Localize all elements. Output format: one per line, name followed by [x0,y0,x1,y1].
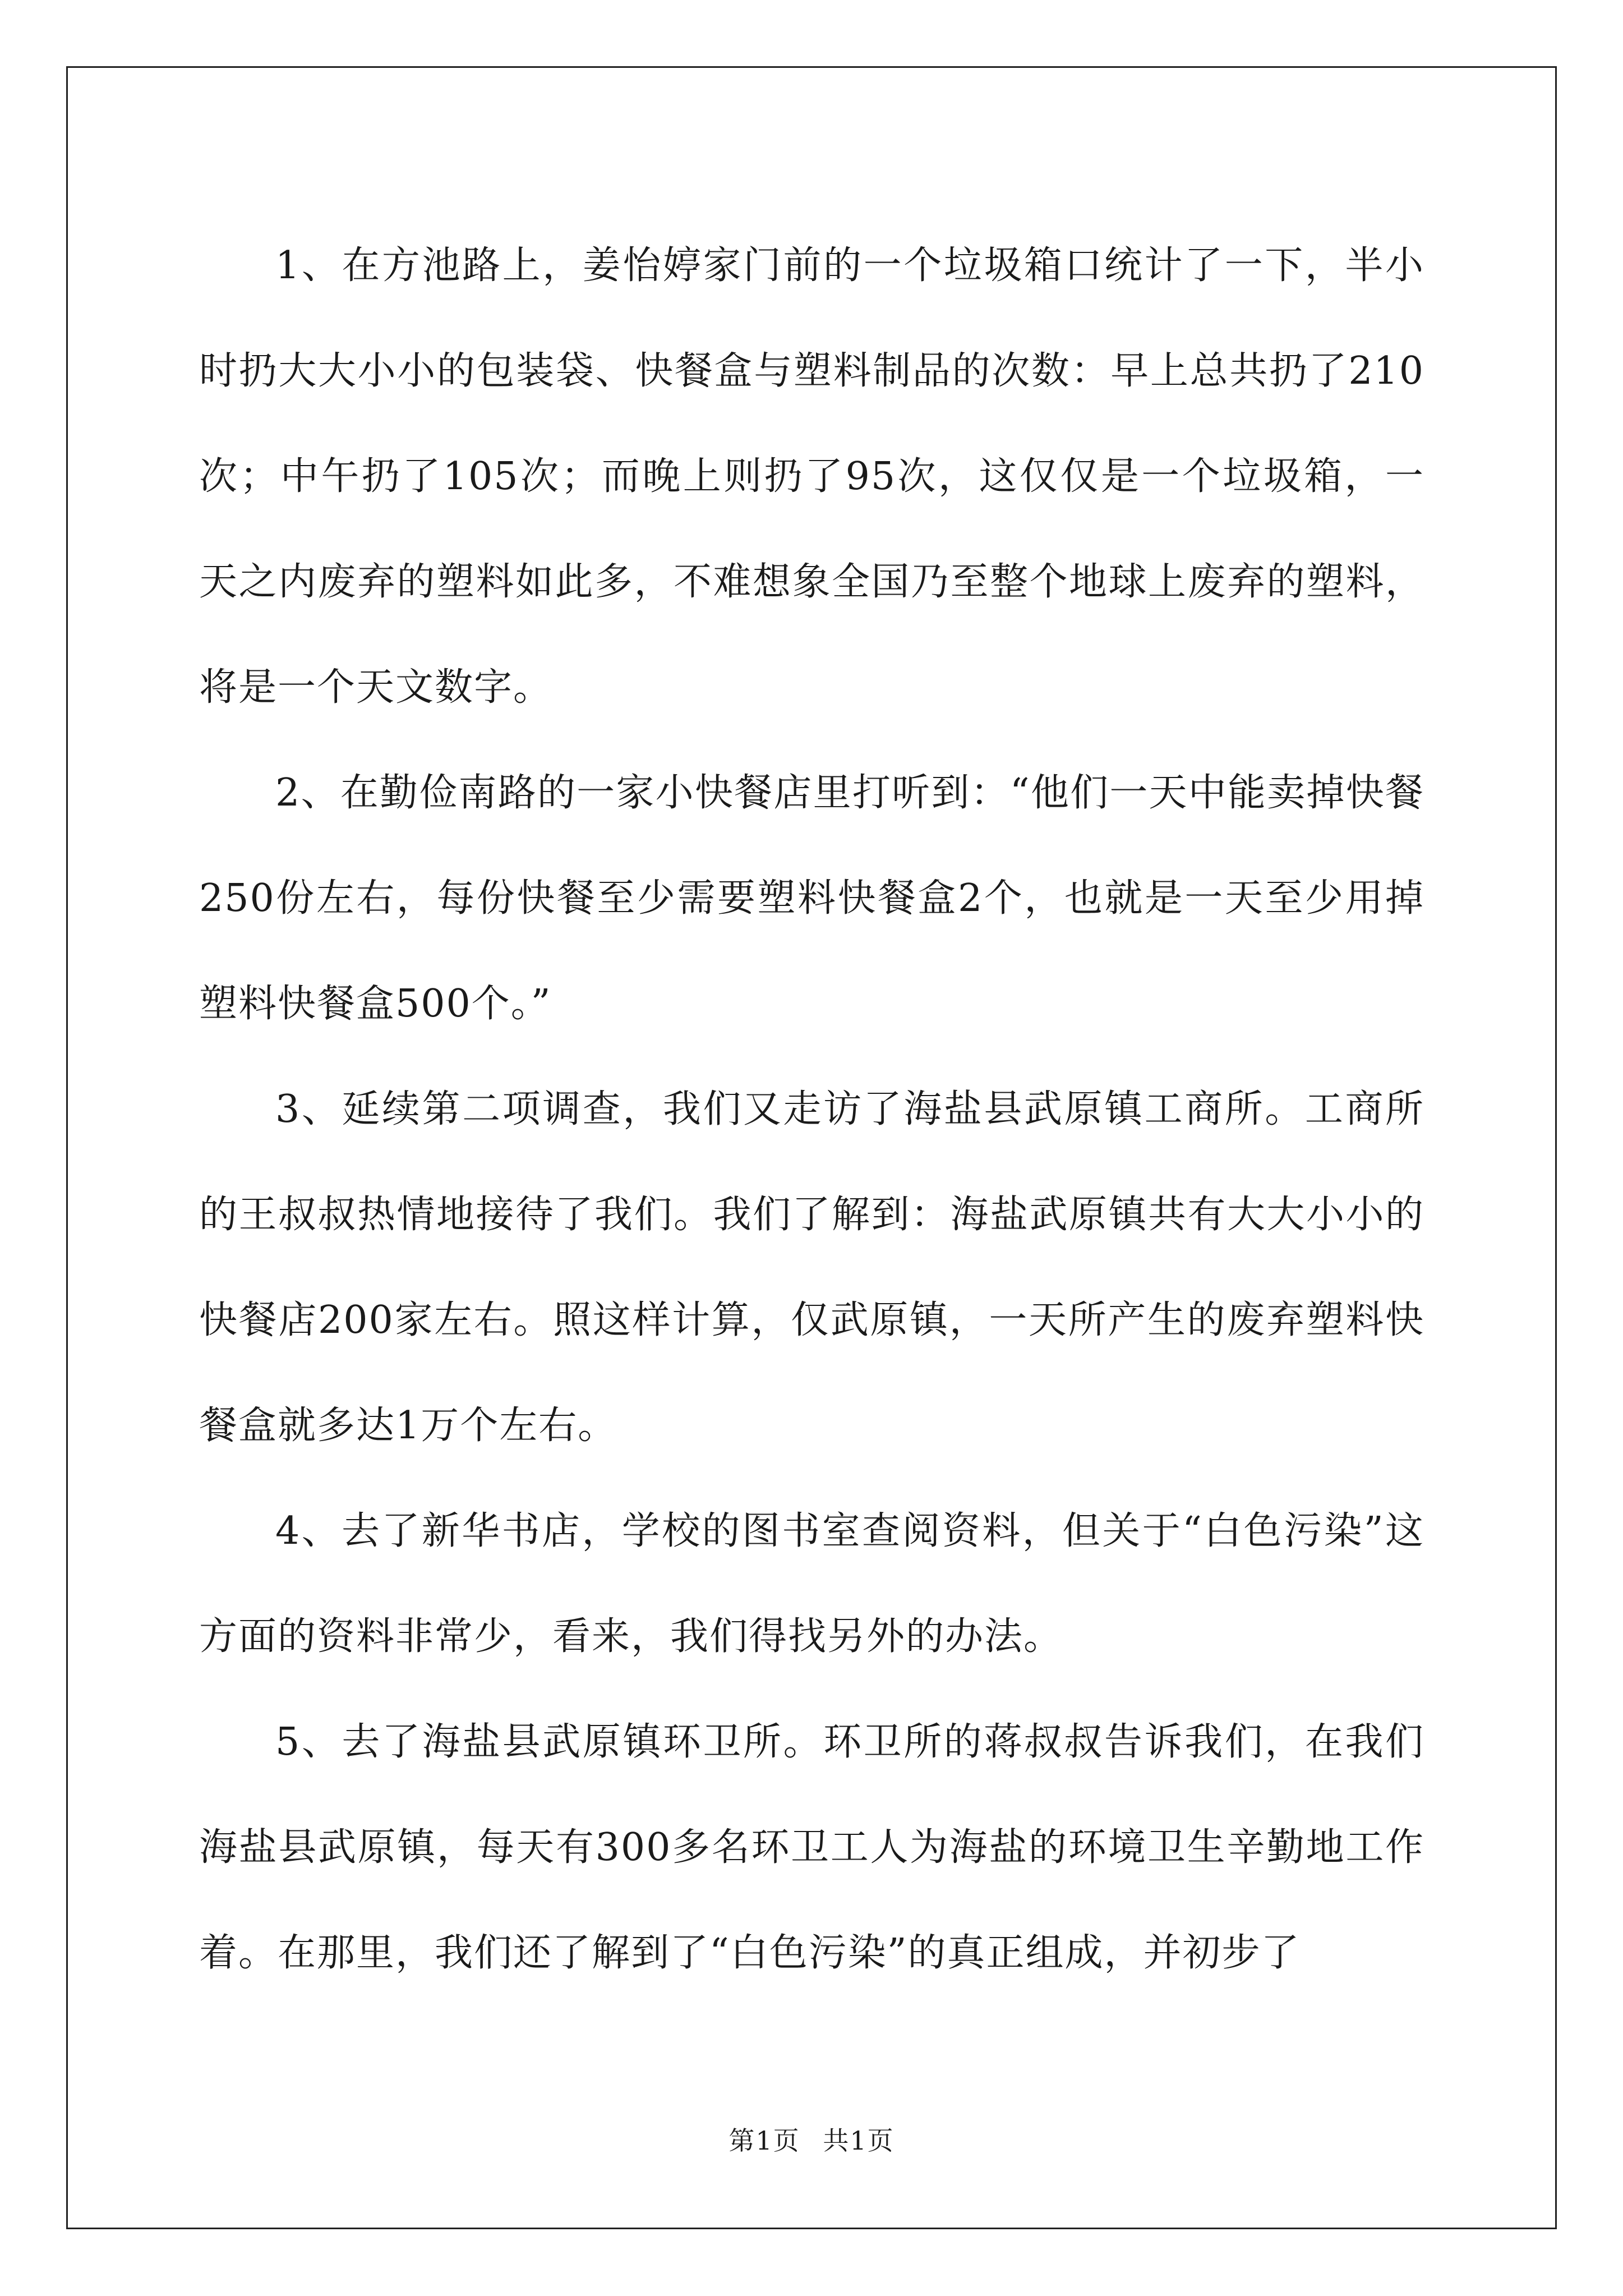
page-number-total: 共1页 [823,2125,895,2156]
paragraph-2: 2、在勤俭南路的一家小快餐店里打听到：“他们一天中能卖掉快餐250份左右，每份快餐至少需要塑料快餐盒2个，也就是一天至少用掉塑料快餐盒500个。” [199,771,1424,1026]
document-body [199,213,1424,2006]
paragraph-5: 5、去了海盐县武原镇环卫所。环卫所的蒋叔叔告诉我们，在我们海盐县武原镇，每天有300多名环卫工人为海盐的环境卫生辛勤地工作着。在那里，我们还了解到了“白色污染”的真正组成，并初步了 [199,1720,1424,1975]
page-footer [0,2120,1623,2157]
paragraph-4: 4、去了新华书店，学校的图书室查阅资料，但关于“白色污染”这方面的资料非常少，看来，我们得找另外的办法。 [199,1509,1424,1659]
page-number-current: 第1页 [728,2125,800,2156]
paragraph-1: 1、在方池路上，姜怡婷家门前的一个垃圾箱口统计了一下，半小时扔大大小小的包装袋、快餐盒与塑料制品的次数：早上总共扔了210次；中午扔了105次；而晚上则扔了95次，这仅仅是一个垃圾箱，一天之内废弃的塑料如此多，不难想象全国乃至整个地球上废弃的塑料，将是一个天文数字。 [199,243,1424,710]
paragraph-3: 3、延续第二项调查，我们又走访了海盐县武原镇工商所。工商所的王叔叔热情地接待了我们。我们了解到：海盐武原镇共有大大小小的快餐店200家左右。照这样计算，仅武原镇，一天所产生的废弃塑料快餐盒就多达1万个左右。 [199,1087,1424,1448]
